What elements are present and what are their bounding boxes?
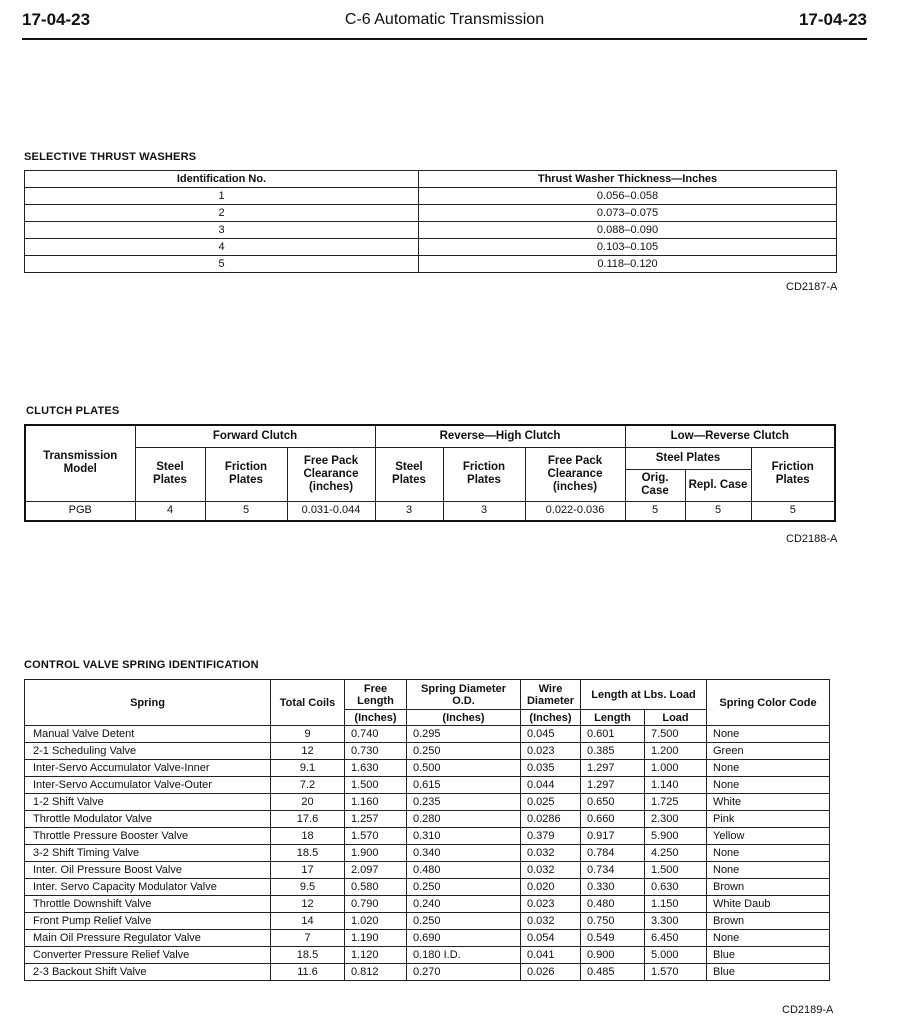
table-cell: 9 [271,726,345,743]
table-row [25,188,837,205]
table-row [25,760,830,777]
table-cell: 3 [375,501,443,521]
header-repl-case: Repl. Case [685,469,751,501]
table-cell: None [707,777,830,794]
table-cell: 0.056–0.058 [419,188,837,205]
table-cell: Converter Pressure Relief Valve [25,947,271,964]
header-free-length: Free Length [345,680,407,710]
table-cell: 12 [271,743,345,760]
header-load: Load [645,710,707,726]
table-cell: 0.295 [407,726,521,743]
table-header-row [25,447,835,469]
table-row [25,947,830,964]
header-forward-clutch: Forward Clutch [135,425,375,447]
table-cell: 0.031-0.044 [287,501,375,521]
table-cell: White Daub [707,896,830,913]
table-cell: PGB [25,501,135,521]
table-cell: 9.5 [271,879,345,896]
table-cell: 1.120 [345,947,407,964]
table-row [25,222,837,239]
table-cell: None [707,930,830,947]
table-cell: 1.725 [645,794,707,811]
table-cell: 0.180 I.D. [407,947,521,964]
header-steel-plates-group: Steel Plates [625,447,751,469]
table-cell: 1.140 [645,777,707,794]
table-cell: 5 [205,501,287,521]
table-cell: 0.480 [407,862,521,879]
table-cell: Front Pump Relief Valve [25,913,271,930]
table-row [25,913,830,930]
table-row [25,256,837,273]
table-cell: 0.917 [581,828,645,845]
table-cell: Brown [707,913,830,930]
table-cell: 0.690 [407,930,521,947]
column-header-thickness: Thrust Washer Thickness—Inches [419,171,837,188]
table-cell: Throttle Downshift Valve [25,896,271,913]
table-cell: Inter-Servo Accumulator Valve-Inner [25,760,271,777]
thrust-washers-title: SELECTIVE THRUST WASHERS [24,151,197,163]
table-cell: 4 [135,501,205,521]
table-cell: 1.257 [345,811,407,828]
table-cell: 0.615 [407,777,521,794]
table-row [25,845,830,862]
table-cell: 12 [271,896,345,913]
page-number-right: 17-04-23 [798,10,867,29]
table-cell: 0.740 [345,726,407,743]
table-cell: Yellow [707,828,830,845]
table-cell: Green [707,743,830,760]
table-row [25,896,830,913]
table-cell: 0.045 [521,726,581,743]
column-header-identification: Identification No. [25,171,419,188]
table-cell: 1.297 [581,777,645,794]
table-cell: 17.6 [271,811,345,828]
table-header-row [25,171,837,188]
table-cell: Blue [707,964,830,981]
table-cell: 3 [25,222,419,239]
table-cell: 18 [271,828,345,845]
table-cell: 2-3 Backout Shift Valve [25,964,271,981]
table-cell: 0.054 [521,930,581,947]
table-cell: 0.650 [581,794,645,811]
table-cell: 1.570 [645,964,707,981]
table-cell: 5.000 [645,947,707,964]
table-cell: 0.032 [521,862,581,879]
table-cell: 2 [25,205,419,222]
table-cell: 7 [271,930,345,947]
table-cell: 5 [25,256,419,273]
table-header-row [25,680,830,710]
table-cell: 2.300 [645,811,707,828]
table-cell: 0.310 [407,828,521,845]
table-cell: 17 [271,862,345,879]
table-cell: 1.297 [581,760,645,777]
table-cell: 4.250 [645,845,707,862]
table-cell: 5 [685,501,751,521]
header-wire-diameter: Wire Diameter [521,680,581,710]
table-cell: 0.250 [407,743,521,760]
table-row [25,862,830,879]
table-cell: 1.150 [645,896,707,913]
table-cell: 0.790 [345,896,407,913]
page-title: C-6 Automatic Transmission [344,11,545,28]
table-row [25,501,835,521]
table-cell: Manual Valve Detent [25,726,271,743]
table-cell: Inter. Servo Capacity Modulator Valve [25,879,271,896]
header-length-at-load: Length at Lbs. Load [581,680,707,710]
thrust-washers-table [24,170,837,273]
table-cell: 0.730 [345,743,407,760]
header-wire-unit: (Inches) [521,710,581,726]
header-low-reverse-clutch: Low—Reverse Clutch [625,425,835,447]
table-cell: None [707,845,830,862]
table-cell: None [707,760,830,777]
table-cell: 0.044 [521,777,581,794]
table-cell: 0.240 [407,896,521,913]
table-cell: 0.035 [521,760,581,777]
table-row [25,743,830,760]
table-row [25,879,830,896]
table-cell: 1.900 [345,845,407,862]
table-cell: 1.630 [345,760,407,777]
header-spring-color-code: Spring Color Code [707,680,830,726]
header-reverse-high-clutch: Reverse—High Clutch [375,425,625,447]
table-cell: None [707,726,830,743]
table-cell: 0.250 [407,879,521,896]
table-cell: 0.235 [407,794,521,811]
table-cell: 0.280 [407,811,521,828]
table-cell: Blue [707,947,830,964]
table-cell: 0.340 [407,845,521,862]
table-cell: 7.2 [271,777,345,794]
table-cell: 1.160 [345,794,407,811]
figure-code: CD2188-A [786,533,838,545]
table-cell: 7.500 [645,726,707,743]
table-cell: 0.032 [521,845,581,862]
table-cell: 5 [751,501,835,521]
header-transmission-model: Transmission Model [25,425,135,501]
header-total-coils: Total Coils [271,680,345,726]
header-steel-plates: Steel Plates [375,447,443,501]
table-row [25,726,830,743]
table-cell: 1 [25,188,419,205]
table-row [25,930,830,947]
table-cell: 2.097 [345,862,407,879]
table-cell: 1.500 [345,777,407,794]
table-row [25,239,837,256]
table-cell: 1-2 Shift Valve [25,794,271,811]
figure-code: CD2189-A [782,1004,834,1016]
table-cell: 0.020 [521,879,581,896]
table-row [25,828,830,845]
table-cell: 0.480 [581,896,645,913]
table-cell: Inter. Oil Pressure Boost Valve [25,862,271,879]
table-row [25,964,830,981]
table-cell: Brown [707,879,830,896]
page-number-left: 17-04-23 [22,10,91,29]
table-cell: 0.630 [645,879,707,896]
header-spring: Spring [25,680,271,726]
header-spring-diameter: Spring Diameter O.D. [407,680,521,710]
table-cell: 5.900 [645,828,707,845]
springs-title: CONTROL VALVE SPRING IDENTIFICATION [24,659,259,671]
header-free-pack-clearance: Free Pack Clearance (inches) [287,447,375,501]
header-diameter-unit: (Inches) [407,710,521,726]
table-cell: 0.0286 [521,811,581,828]
table-cell: 0.330 [581,879,645,896]
table-cell: 0.118–0.120 [419,256,837,273]
table-cell: 0.250 [407,913,521,930]
table-cell: 0.023 [521,743,581,760]
header-free-pack-clearance: Free Pack Clearance (inches) [525,447,625,501]
figure-code: CD2187-A [786,281,838,293]
header-friction-plates: Friction Plates [751,447,835,501]
table-header-row [25,425,835,447]
header-friction-plates: Friction Plates [443,447,525,501]
header-free-length-unit: (Inches) [345,710,407,726]
table-cell: 1.200 [645,743,707,760]
table-cell: 0.812 [345,964,407,981]
table-row [25,794,830,811]
table-cell: 4 [25,239,419,256]
table-cell: 2-1 Scheduling Valve [25,743,271,760]
table-cell: 6.450 [645,930,707,947]
header-length: Length [581,710,645,726]
clutch-plates-table [24,424,836,522]
table-cell: 0.734 [581,862,645,879]
table-cell: Main Oil Pressure Regulator Valve [25,930,271,947]
table-cell: 18.5 [271,845,345,862]
table-cell: 0.385 [581,743,645,760]
table-cell: 0.784 [581,845,645,862]
table-cell: 0.026 [521,964,581,981]
table-cell: Inter-Servo Accumulator Valve-Outer [25,777,271,794]
table-row [25,205,837,222]
table-row [25,777,830,794]
table-cell: 0.485 [581,964,645,981]
clutch-plates-title: CLUTCH PLATES [26,405,120,417]
table-cell: 0.103–0.105 [419,239,837,256]
table-cell: 0.379 [521,828,581,845]
table-cell: 1.020 [345,913,407,930]
table-cell: 1.500 [645,862,707,879]
table-cell: 1.570 [345,828,407,845]
header-steel-plates: Steel Plates [135,447,205,501]
table-cell: Throttle Pressure Booster Valve [25,828,271,845]
table-cell: 3.300 [645,913,707,930]
table-cell: 1.190 [345,930,407,947]
table-cell: 1.000 [645,760,707,777]
table-cell: 0.601 [581,726,645,743]
table-cell: 0.750 [581,913,645,930]
table-cell: 0.900 [581,947,645,964]
table-cell: Pink [707,811,830,828]
table-cell: 0.270 [407,964,521,981]
table-cell: 0.500 [407,760,521,777]
table-cell: 0.580 [345,879,407,896]
table-cell: 0.025 [521,794,581,811]
table-cell: 0.032 [521,913,581,930]
table-cell: 0.549 [581,930,645,947]
table-cell: 0.660 [581,811,645,828]
table-row [25,811,830,828]
table-cell: 0.022-0.036 [525,501,625,521]
table-cell: 14 [271,913,345,930]
table-cell: 0.041 [521,947,581,964]
header-orig-case: Orig. Case [625,469,685,501]
table-cell: White [707,794,830,811]
table-cell: 3 [443,501,525,521]
table-cell: 9.1 [271,760,345,777]
springs-table [24,679,830,981]
table-cell: 20 [271,794,345,811]
header-friction-plates: Friction Plates [205,447,287,501]
page-header [22,8,867,40]
table-cell: 0.073–0.075 [419,205,837,222]
table-cell: None [707,862,830,879]
table-cell: 5 [625,501,685,521]
table-cell: 3-2 Shift Timing Valve [25,845,271,862]
table-cell: 18.5 [271,947,345,964]
table-cell: 11.6 [271,964,345,981]
table-cell: 0.023 [521,896,581,913]
table-cell: Throttle Modulator Valve [25,811,271,828]
table-cell: 0.088–0.090 [419,222,837,239]
